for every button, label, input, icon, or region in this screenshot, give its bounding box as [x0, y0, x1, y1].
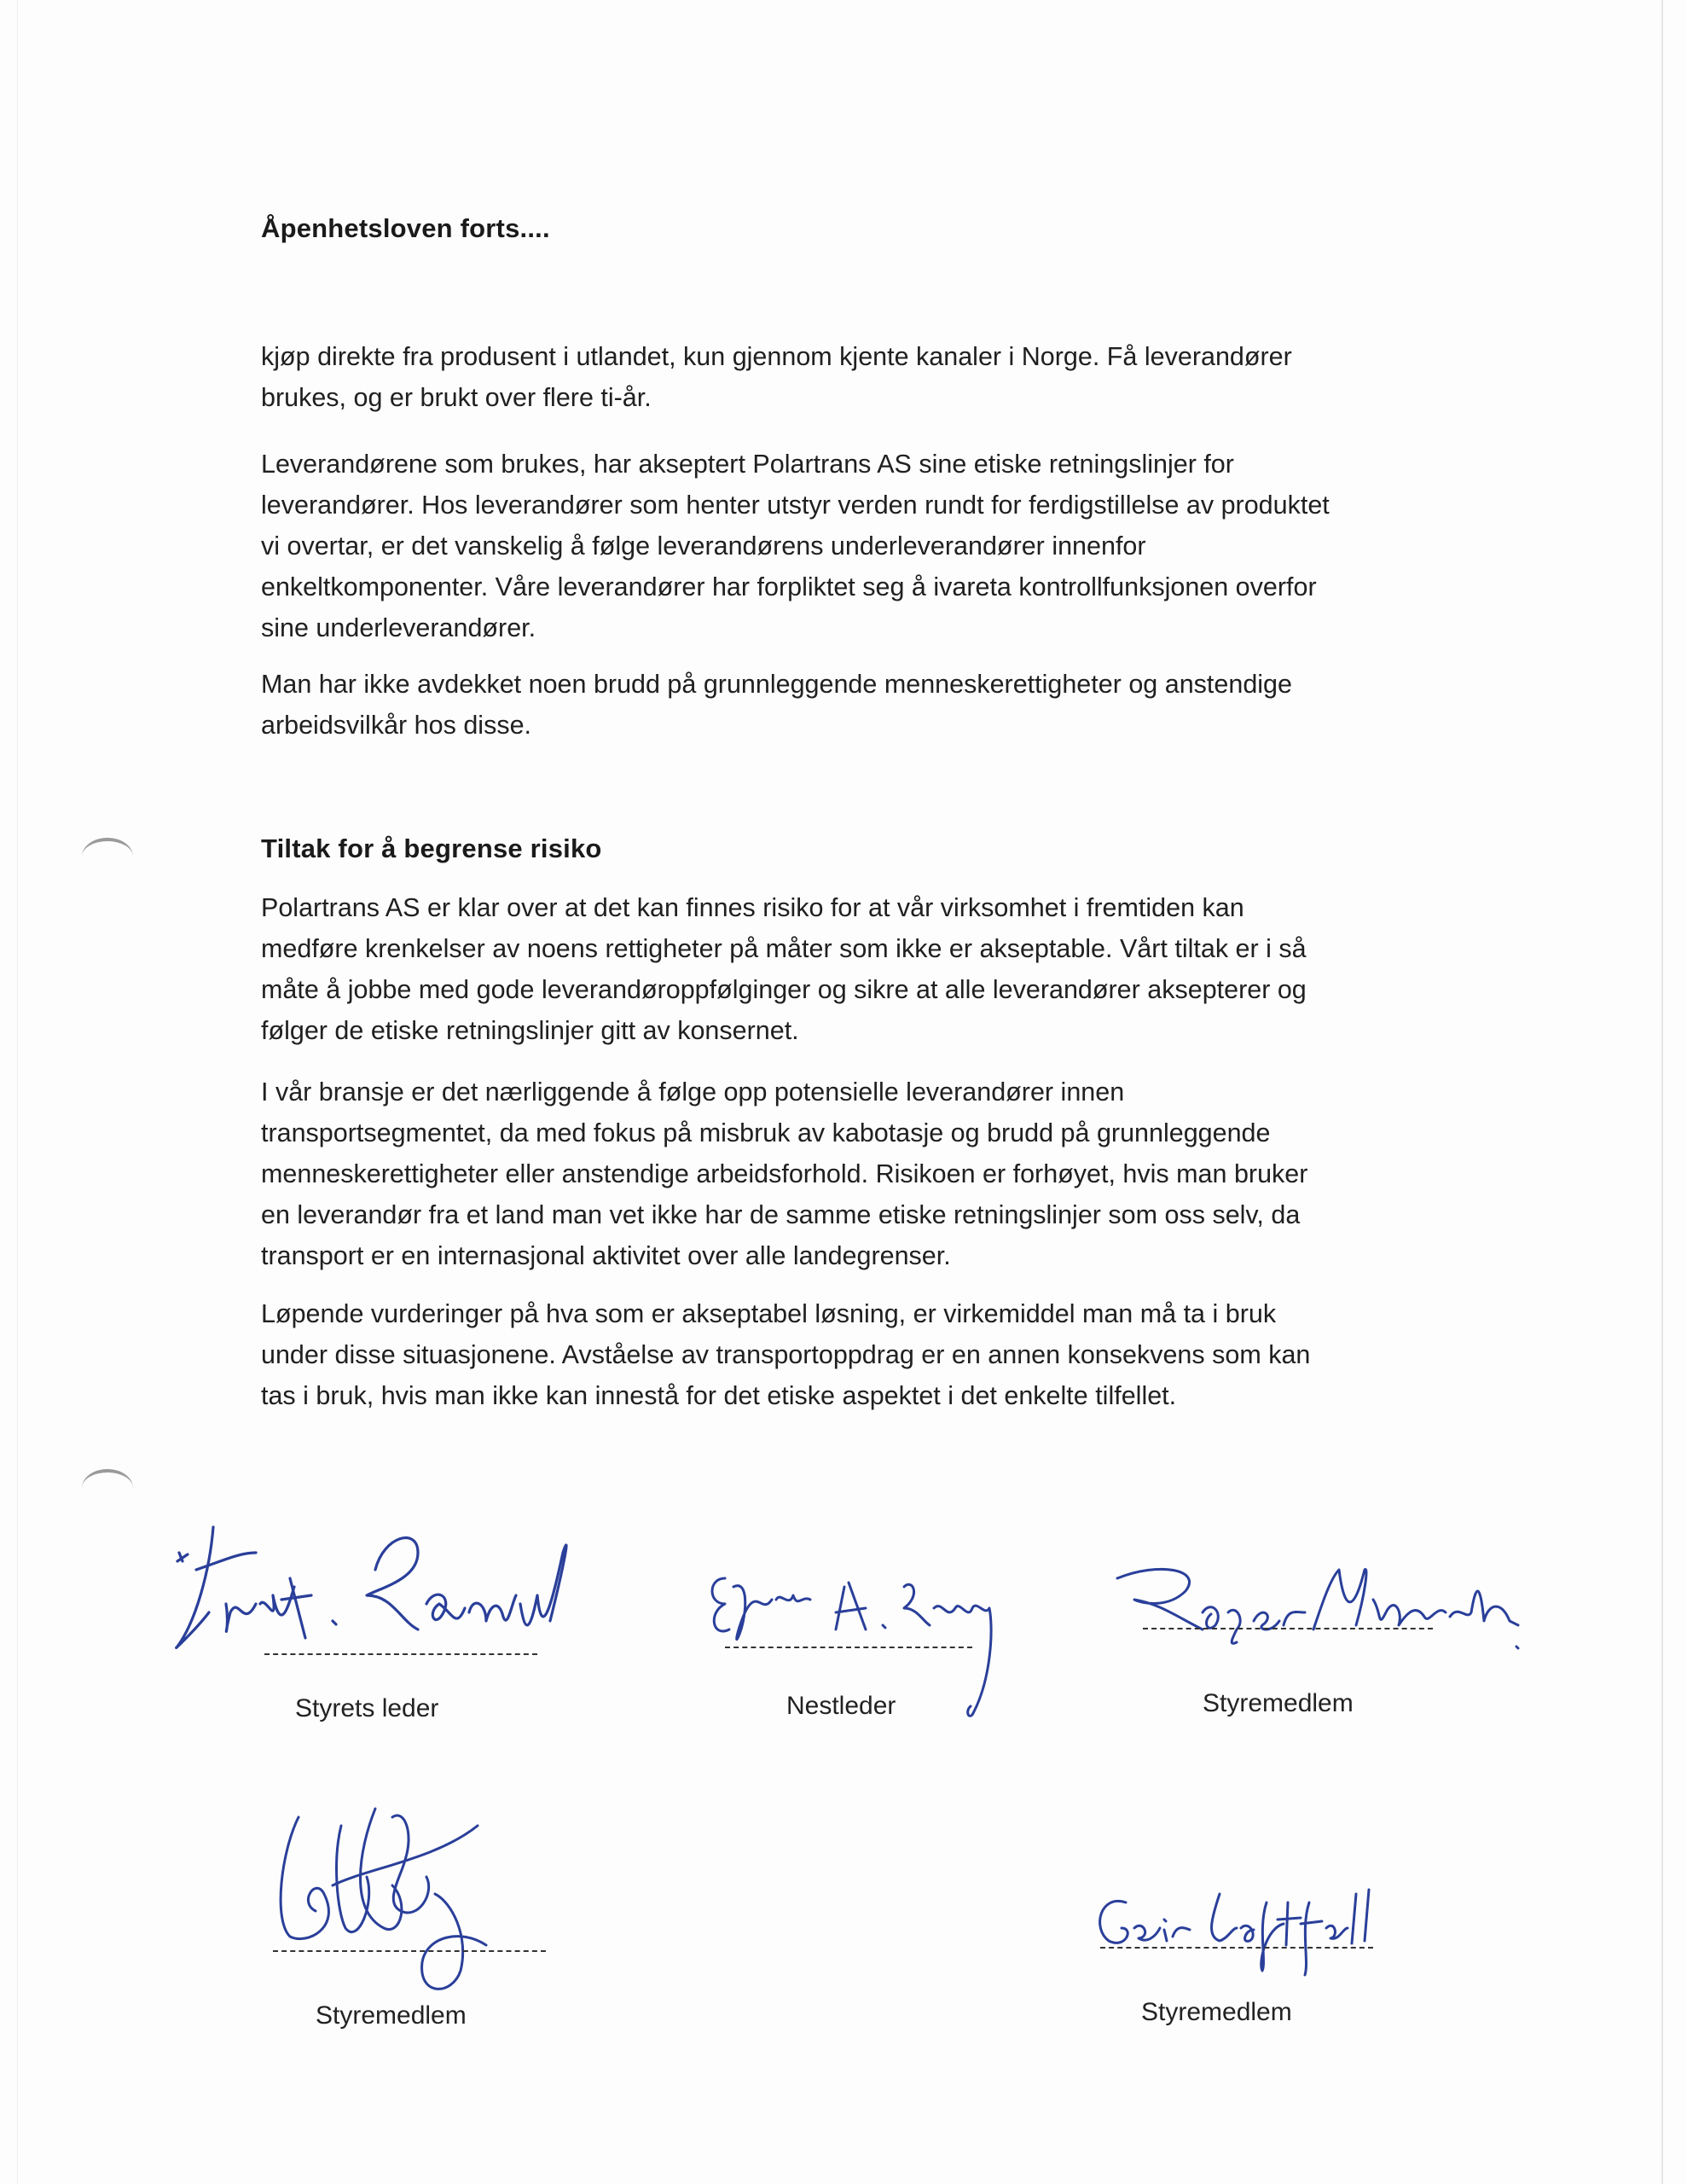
signature-role: Styrets leder	[295, 1694, 439, 1722]
scan-edge-left	[17, 0, 18, 2184]
handwritten-signature-icon	[1109, 1553, 1535, 1698]
paragraph-line: en leverandør fra et land man vet ikke har de samme etiske retningslinjer som oss selv, da	[261, 1200, 1301, 1229]
paragraph-line: medføre krenkelser av noens rettigheter på måter som ikke er akseptable. Vårt tiltak er i så	[261, 934, 1307, 963]
paragraph-line: brukes, og er brukt over flere ti-år.	[261, 383, 652, 412]
paragraph-line: Man har ikke avdekket noen brudd på grunnleggende menneskerettigheter og anstendige	[261, 670, 1292, 699]
signature-line	[1100, 1947, 1373, 1949]
scan-edge-right	[1661, 0, 1663, 2184]
paragraph-line: Polartrans AS er klar over at det kan finnes risiko for at vår virksomhet i fremtiden kan	[261, 893, 1244, 922]
signature-line	[264, 1653, 537, 1655]
signature-line	[273, 1950, 546, 1952]
paragraph-line: enkeltkomponenter. Våre leverandører har forpliktet seg å ivareta kontrollfunksjonen overfor	[261, 572, 1317, 601]
signature-line	[725, 1647, 972, 1648]
signature-role: Nestleder	[786, 1692, 896, 1720]
paragraph	[261, 1293, 1489, 1416]
section-heading: Tiltak for å begrense risiko	[261, 834, 602, 863]
paragraph-line: leverandører. Hos leverandører som henter utstyr verden rundt for ferdigstillelse av produktet	[261, 491, 1330, 520]
paragraph-line: transport er en internasjonal aktivitet over alle landegrenser.	[261, 1241, 951, 1270]
paragraph-line: tas i bruk, hvis man ikke kan innestå for det etiske aspektet i det enkelte tilfellet.	[261, 1381, 1177, 1410]
paragraph-line: følger de etiske retningslinjer gitt av konsernet.	[261, 1016, 799, 1045]
signature-role: Styremedlem	[316, 2001, 467, 2030]
paragraph-line: under disse situasjonene. Avståelse av transportoppdrag er en annen konsekvens som kan	[261, 1340, 1311, 1369]
paragraph	[261, 444, 1489, 648]
paragraph	[261, 887, 1489, 1051]
handwritten-signature-icon	[162, 1502, 640, 1723]
paragraph-line: transportsegmentet, da med fokus på misbruk av kabotasje og brudd på grunnleggende	[261, 1118, 1271, 1147]
paragraph-line: Løpende vurderinger på hva som er akseptabel løsning, er virkemiddel man må ta i bruk	[261, 1299, 1277, 1328]
signature-line	[1143, 1628, 1433, 1629]
paragraph	[261, 336, 1489, 418]
paragraph-line: vi overtar, er det vanskelig å følge leverandørens underleverandører innenfor	[261, 531, 1146, 561]
paragraph	[261, 1072, 1489, 1276]
handwritten-signature-icon	[264, 1800, 588, 2022]
paragraph-line: menneskerettigheter eller anstendige arbeidsforhold. Risikoen er forhøyet, hvis man bruker	[261, 1159, 1308, 1188]
signature-member-1	[1109, 1553, 1535, 1698]
signature-role: Styremedlem	[1141, 1998, 1292, 2026]
handwritten-signature-icon	[1083, 1877, 1441, 1979]
paragraph-line: kjøp direkte fra produsent i utlandet, kun gjennom kjente kanaler i Norge. Få leverandører	[261, 342, 1292, 371]
signature-role: Styremedlem	[1203, 1689, 1354, 1717]
punch-hole-icon	[82, 838, 133, 875]
paragraph-line: I vår bransje er det nærliggende å følge opp potensielle leverandører innen	[261, 1077, 1125, 1107]
punch-hole-icon	[82, 1469, 133, 1507]
paragraph	[261, 664, 1489, 746]
paragraph-line: Leverandørene som brukes, har akseptert Polartrans AS sine etiske retningslinjer for	[261, 450, 1234, 479]
signature-member-2	[264, 1800, 588, 2022]
paragraph-line: sine underleverandører.	[261, 613, 536, 642]
signature-chair	[162, 1502, 640, 1723]
section-heading: Åpenhetsloven forts....	[261, 213, 550, 243]
paragraph-line: arbeidsvilkår hos disse.	[261, 711, 532, 740]
signature-member-3	[1083, 1877, 1441, 1979]
paragraph-line: måte å jobbe med gode leverandøroppfølginger og sikre at alle leverandører aksepterer og	[261, 975, 1307, 1004]
